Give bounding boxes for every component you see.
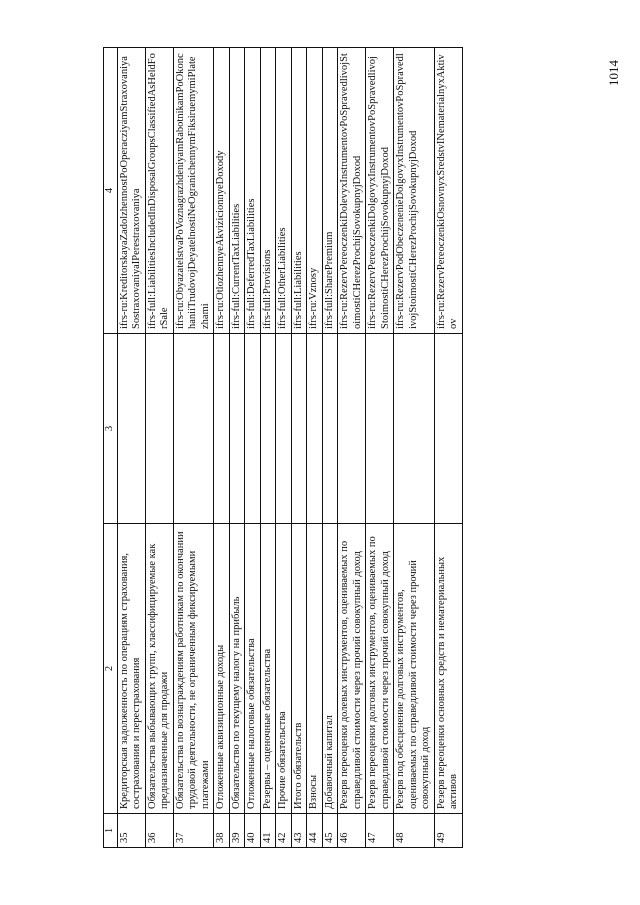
taxonomy-table xyxy=(103,47,463,848)
row-col3 xyxy=(276,334,292,524)
header-col-4: 4 xyxy=(104,48,118,334)
row-code: ifrs-ru:RezervPereoczenkiOsnovnyxSredstvINematerialnyxAktivov xyxy=(434,48,462,334)
row-col3 xyxy=(245,334,261,524)
row-name: Кредиторская задолженность по операциям страхования, сострахования и перестрахования xyxy=(117,524,145,814)
table-row xyxy=(291,48,307,848)
table-row xyxy=(117,48,145,848)
row-col3 xyxy=(291,334,307,524)
row-code: ifrs-ru:RezervPodObeczenenieDolgovyxInstrumentovPoSpravedlivojStoimostiCHerezProchijSovokupnyjDoxod xyxy=(394,48,435,334)
row-code: ifrs-ru:RezervPereoczenkiDolgovyxInstrumentovPoSpravedlivojStoimostiCHerezProchijSovokupnyjDoxod xyxy=(366,48,394,334)
row-code: ifrs-full:Liabilities xyxy=(291,48,307,334)
table-row xyxy=(214,48,230,848)
row-code: ifrs-full:SharePremium xyxy=(322,48,338,334)
row-name: Добавочный капитал xyxy=(322,524,338,814)
table-row xyxy=(434,48,462,848)
row-name: Прочие обязательства xyxy=(276,524,292,814)
row-number: 48 xyxy=(394,814,435,848)
page-number: 1014 xyxy=(606,60,621,86)
row-name: Отложенные аквизиционные доходы xyxy=(214,524,230,814)
row-name: Обязательство по текущему налогу на прибыль xyxy=(229,524,245,814)
row-name: Обязательства по вознаграждениям работникам по окончании трудовой деятельности, не ограниченным фиксируемыми платежами xyxy=(173,524,214,814)
rotated-table-wrapper xyxy=(103,48,523,848)
table-row xyxy=(366,48,394,848)
row-col3 xyxy=(338,334,366,524)
row-code: ifrs-ru:OtlozhennyeAkvizicionnyeDoxody xyxy=(214,48,230,334)
table-row xyxy=(307,48,323,848)
row-col3 xyxy=(434,334,462,524)
row-col3 xyxy=(307,334,323,524)
row-code: ifrs-ru:RezervPereoczenkiDolevyxInstrumentovPoSpravedlivojStoimostiCHerezProchijSovokupnyjDoxod xyxy=(338,48,366,334)
row-name: Резервы – оценочные обязательства xyxy=(260,524,276,814)
table-row xyxy=(322,48,338,848)
row-name: Итого обязательств xyxy=(291,524,307,814)
row-number: 45 xyxy=(322,814,338,848)
table-row xyxy=(173,48,214,848)
row-code: ifrs-full:OtherLiabilities xyxy=(276,48,292,334)
row-number: 36 xyxy=(145,814,173,848)
row-code: ifrs-full:CurrentTaxLiabilities xyxy=(229,48,245,334)
table-row xyxy=(260,48,276,848)
row-name: Взносы xyxy=(307,524,323,814)
header-row xyxy=(104,48,118,848)
table-row xyxy=(338,48,366,848)
row-number: 41 xyxy=(260,814,276,848)
row-col3 xyxy=(394,334,435,524)
row-number: 44 xyxy=(307,814,323,848)
row-code: ifrs-ru:Vznosy xyxy=(307,48,323,334)
row-col3 xyxy=(366,334,394,524)
row-number: 49 xyxy=(434,814,462,848)
table-body xyxy=(117,48,462,848)
table-row xyxy=(229,48,245,848)
row-number: 39 xyxy=(229,814,245,848)
row-name: Резерв под обесценение долговых инструментов, оцениваемых по справедливой стоимости через прочий совокупный доход xyxy=(394,524,435,814)
row-number: 38 xyxy=(214,814,230,848)
table-row xyxy=(145,48,173,848)
row-number: 47 xyxy=(366,814,394,848)
row-number: 42 xyxy=(276,814,292,848)
row-code: ifrs-full:Provisions xyxy=(260,48,276,334)
row-col3 xyxy=(145,334,173,524)
row-code: ifrs-full:LiabilitiesIncludedInDisposalGroupsClassifiedAsHeldForSale xyxy=(145,48,173,334)
row-col3 xyxy=(117,334,145,524)
row-number: 46 xyxy=(338,814,366,848)
row-col3 xyxy=(173,334,214,524)
row-number: 43 xyxy=(291,814,307,848)
table-row xyxy=(245,48,261,848)
row-col3 xyxy=(260,334,276,524)
row-code: ifrs-full:DeferredTaxLiabilities xyxy=(245,48,261,334)
row-code: ifrs-ru:ObyazatelstvaPoVoznagrazhdeniyamRabotnikamPoOkonchaniiTrudovojDeyatelnostiNeOgranichennymFiksiruemymiPlatezhami xyxy=(173,48,214,334)
row-col3 xyxy=(214,334,230,524)
header-col-1: 1 xyxy=(104,814,118,848)
row-col3 xyxy=(322,334,338,524)
row-name: Резерв переоценки основных средств и нематериальных активов xyxy=(434,524,462,814)
row-name: Резерв переоценки долговых инструментов, оцениваемых по справедливой стоимости через прочий совокупный доход xyxy=(366,524,394,814)
table-row xyxy=(394,48,435,848)
table-row xyxy=(276,48,292,848)
row-name: Обязательства выбывающих групп, классифицируемые как предназначенные для продажи xyxy=(145,524,173,814)
row-code: ifrs-ru:KreditorskayaZadolzhennostPoOperacziyamStraxovaniyaSostraxovaniyaIPerestraxovaniya xyxy=(117,48,145,334)
header-col-2: 2 xyxy=(104,524,118,814)
row-name: Резерв переоценки долевых инструментов, оцениваемых по справедливой стоимости через прочий совокупный доход xyxy=(338,524,366,814)
row-number: 40 xyxy=(245,814,261,848)
row-number: 35 xyxy=(117,814,145,848)
row-name: Отложенные налоговые обязательства xyxy=(245,524,261,814)
row-col3 xyxy=(229,334,245,524)
row-number: 37 xyxy=(173,814,214,848)
header-col-3: 3 xyxy=(104,334,118,524)
